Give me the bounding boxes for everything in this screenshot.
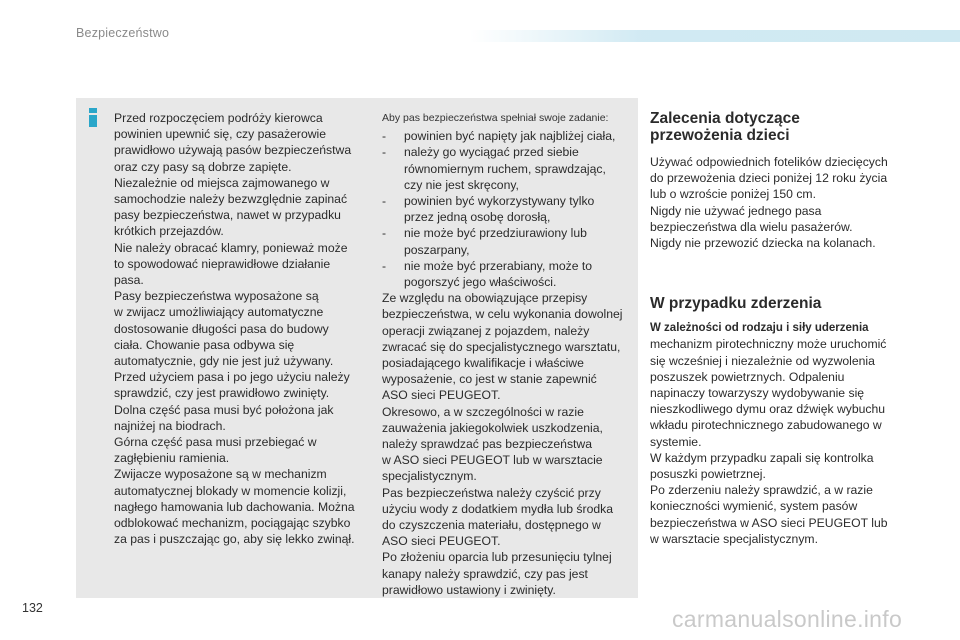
list-item — [382, 193, 632, 225]
bullet-dash: - — [382, 258, 387, 273]
bullet-dash: - — [382, 194, 387, 209]
info-icon-stem — [89, 115, 97, 127]
children-heading: Zalecenia dotyczące przewożenia dzieci — [650, 110, 800, 144]
watermark: carmanualsonline.info — [672, 606, 903, 632]
list-item-text: powinien być wykorzystywany tylko przez jedną osobę dorosłą, — [404, 194, 595, 225]
list-item — [382, 225, 632, 257]
maintenance-text: Ze względu na obowiązujące przepisy bezpieczeństwa, w celu wykonania dowolnej operacji związanej z pojazdem, należy zwracać się do specjalistycznego warsztatu, posiadającego kwalifikacje i właściwe wyposażenie, co jest w stanie zapewnić ASO sieci PEUGEOT. Okresowo, a w szczególności w razie zauważenia jakiegokolwiek uszkodzenia, należy sprawdzać pas bezpieczeństwa w ASO sieci PEUGEOT lub w warsztacie specjalistycznym. Pas bezpieczeństwa należy czyścić przy użyciu wody z dodatkiem mydła lub środka do czyszczenia materiału, dostępnego w ASO sieci PEUGEOT. Po złożeniu oparcia lub przesunięciu tylnej kanapy należy sprawdzić, czy pas jest prawidłowo ustawiony i zwinięty. — [382, 291, 623, 597]
requirements-list — [382, 128, 632, 290]
collision-subheading: W zależności od rodzaju i siły uderzenia — [650, 322, 869, 335]
list-item-text: powinien być napięty jak najbliżej ciała, — [404, 129, 616, 144]
page-number: 132 — [22, 601, 43, 615]
recommendations-column — [650, 110, 900, 547]
bullet-dash: - — [382, 226, 387, 241]
collision-heading: W przypadku zderzenia — [650, 295, 822, 313]
requirements-intro: Aby pas bezpieczeństwa spełniał swoje zadanie: — [382, 112, 609, 124]
list-item-text: nie może być przerabiany, może to pogorszyć jego właściwości. — [404, 258, 593, 290]
list-item-text: nie może być przedziurawiony lub poszarpany, — [404, 226, 587, 257]
info-icon — [86, 108, 100, 126]
info-icon-dot — [89, 108, 97, 113]
section-title: Bezpieczeństwo — [76, 26, 170, 40]
list-item — [382, 128, 632, 144]
children-text: Używać odpowiednich fotelików dziecięcych do przewożenia dzieci poniżej 12 roku życia lub o wzroście poniżej 150 cm. Nigdy nie używać jednego pasa bezpieczeństwa dla wielu pasażerów. Nigdy nie przewozić dziecka na kolanach. — [650, 155, 888, 251]
seatbelt-requirements-column — [382, 110, 632, 598]
collision-text: mechanizm pirotechniczny może uruchomić się wcześniej i niezależnie od wyzwolenia poszuszek powietrznych. Odpaleniu napinaczy towarzyszy wydobywanie się nieszkodliwego dymu oraz dźwięk wybuchu wkładu pirotechnicznego zabudowanego w systemie. W każdym przypadku zapali się kontrolka posuszki powietrznej. Po zderzeniu należy sprawdzić, a w razie konieczności wymienić, system pasów bezpieczeństwa w ASO sieci PEUGEOT lub w warsztacie specjalistycznym. — [650, 337, 888, 546]
seatbelt-info-text: Przed rozpoczęciem podróży kierowca powinien upewnić się, czy pasażerowie prawidłowo używają pasów bezpieczeństwa oraz czy pasy są dobrze zapięte. Niezależnie od miejsca zajmowanego w samochodzie należy bezwzględnie zapinać pasy bezpieczeństwa, nawet w przypadku krótkich przejazdów. Nie należy obracać klamry, ponieważ może to spowodować nieprawidłowe działanie pasa. Pasy bezpieczeństwa wyposażone są w zwijacz umożliwiający automatyczne dostosowanie długości pasa do budowy ciała. Chowanie pasa odbywa się automatycznie, gdy nie jest już używany. Przed użyciem pasa i po jego użyciu należy sprawdzić, czy jest prawidłowo zwinięty. Dolna część pasa musi być położona jak najniżej na biodrach. Górna część pasa musi przebiegać w zagłębieniu ramienia. Zwijacze wyposażone są w mechanizm automatycznej blokady w momencie kolizji, nagłego hamowania lub dachowania. Można odblokować mechanizm, pociągając szybko za pas i puszczając go, aby się lekko zwinął. — [114, 111, 355, 547]
header-decorative-bar — [470, 30, 960, 42]
list-item-text: należy go wyciągać przed siebie równomiernym ruchem, sprawdzając, czy nie jest skręcony, — [404, 145, 606, 192]
bullet-dash: - — [382, 145, 387, 160]
seatbelt-info-column — [114, 110, 364, 547]
bullet-dash: - — [382, 129, 387, 144]
list-item — [382, 258, 632, 290]
list-item — [382, 144, 632, 193]
